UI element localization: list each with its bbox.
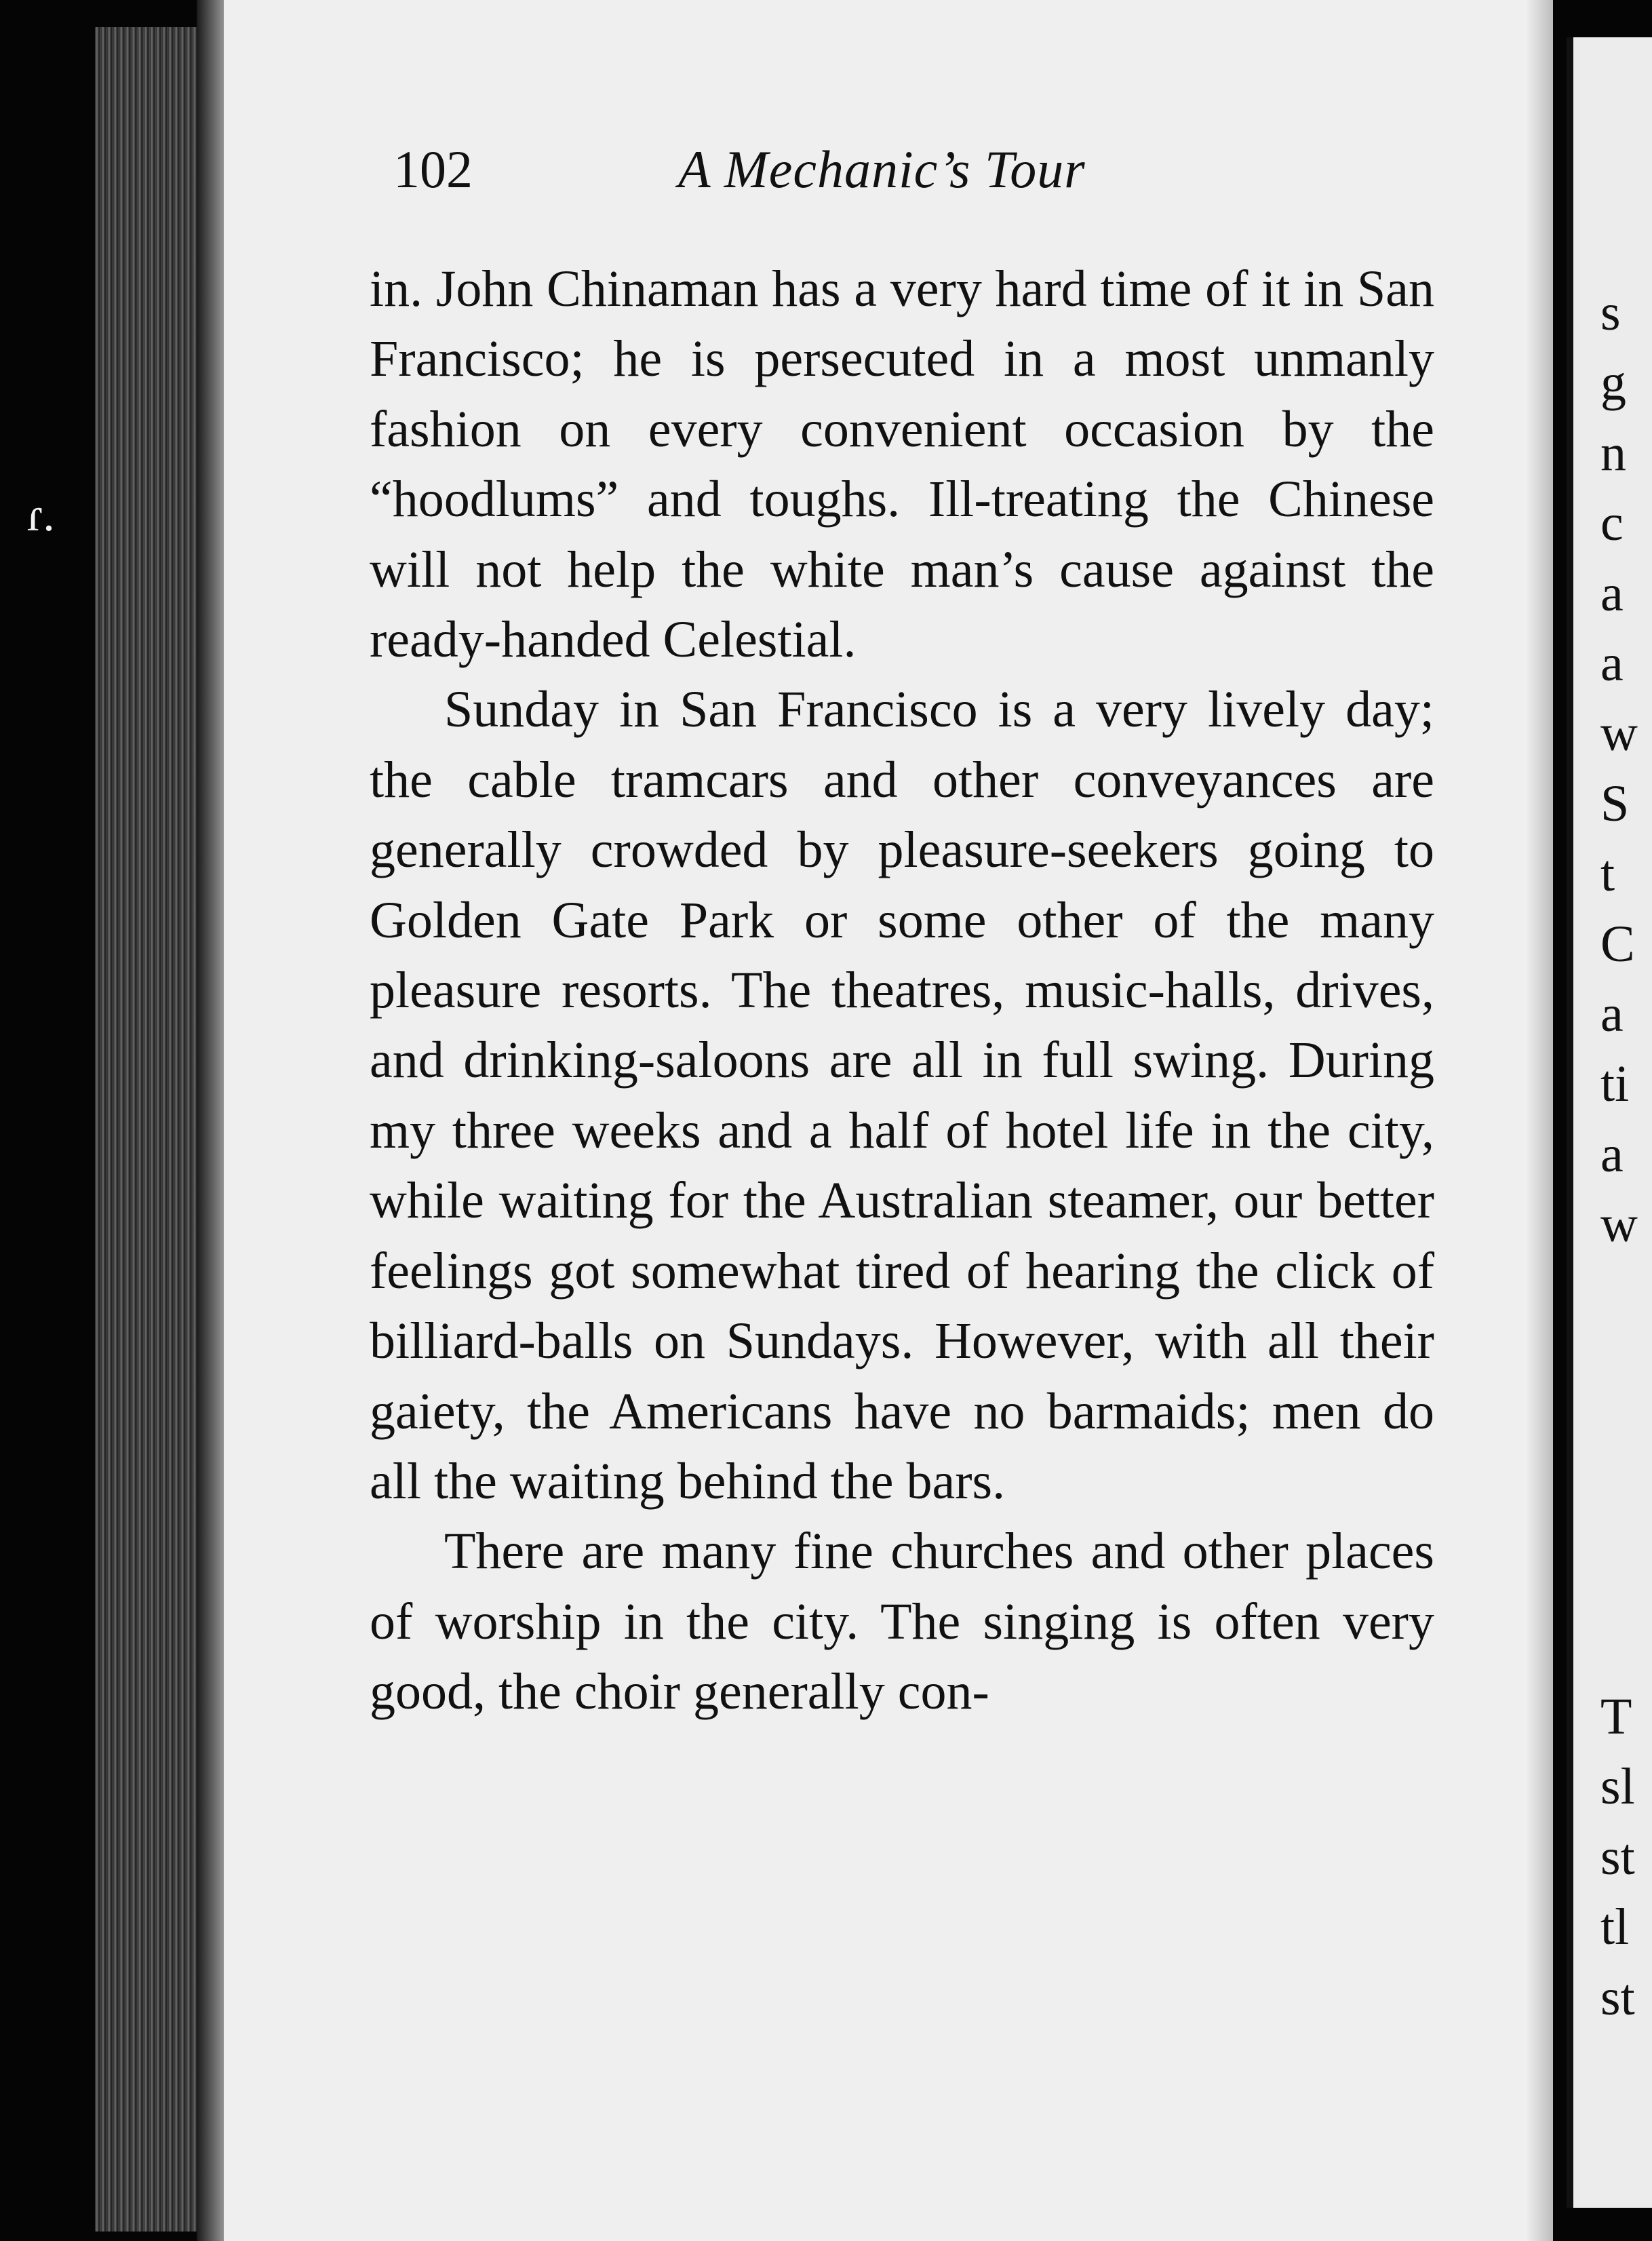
facing-fragment: T xyxy=(1600,1688,1632,1745)
facing-fragment: s xyxy=(1600,284,1621,341)
page-shade xyxy=(1526,0,1553,2241)
body-text xyxy=(370,254,1434,1728)
facing-page-text-lower xyxy=(1600,1682,1652,2033)
facing-fragment: w xyxy=(1600,705,1638,762)
paragraph-2: Sunday in San Francisco is a very lively day; the cable tramcars and other conveyances are generally crowded by pleasure-seekers going to Golden Gate Park or some other of the many pleasure resorts. The theatres, music-halls, drives, and drinking-saloons are all in full swing. During my three weeks and a half of hotel life in the city, while waiting for the Australian steamer, our better feelings got somewhat tired of hearing the click of billiard-balls on Sundays. However, with all their gaiety, the Americans have no barmaids; men do all the waiting behind the bars. xyxy=(370,681,1434,1510)
facing-fragment: c xyxy=(1600,494,1624,552)
facing-fragment: ti xyxy=(1600,1055,1630,1113)
facing-fragment: a xyxy=(1600,564,1624,622)
page-number: 102 xyxy=(393,140,473,199)
facing-fragment: st xyxy=(1600,1828,1635,1886)
paragraph-1: in. John Chinaman has a very hard time of it in San Francisco; he is persecuted in a most unmanly fashion on every convenient occasion by the “hoodlums” and toughs. Ill-treating the Chinese will not help the white man’s cause against the ready-handed Celestial. xyxy=(370,260,1434,669)
facing-fragment: tl xyxy=(1600,1898,1630,1956)
facing-page-text-upper xyxy=(1600,278,1652,1260)
facing-fragment: n xyxy=(1600,424,1626,482)
facing-fragment: g xyxy=(1600,354,1626,412)
facing-fragment: sl xyxy=(1600,1758,1635,1816)
facing-fragment: a xyxy=(1600,1125,1624,1183)
facing-fragment: t xyxy=(1600,845,1615,903)
book-page xyxy=(224,0,1553,2241)
margin-mark: ɾ. xyxy=(27,489,55,541)
facing-fragment: C xyxy=(1600,915,1635,973)
facing-fragment: a xyxy=(1600,985,1624,1042)
facing-fragment: S xyxy=(1600,775,1630,832)
facing-fragment: st xyxy=(1600,1968,1635,2026)
running-title: A Mechanic’s Tour xyxy=(678,140,1086,199)
paragraph-3: There are many fine churches and other places of worship in the city. The singing is often very good, the choir generally con- xyxy=(370,1523,1434,1721)
page-header xyxy=(393,139,1397,207)
facing-fragment: w xyxy=(1600,1196,1638,1253)
facing-fragment: a xyxy=(1600,634,1624,692)
